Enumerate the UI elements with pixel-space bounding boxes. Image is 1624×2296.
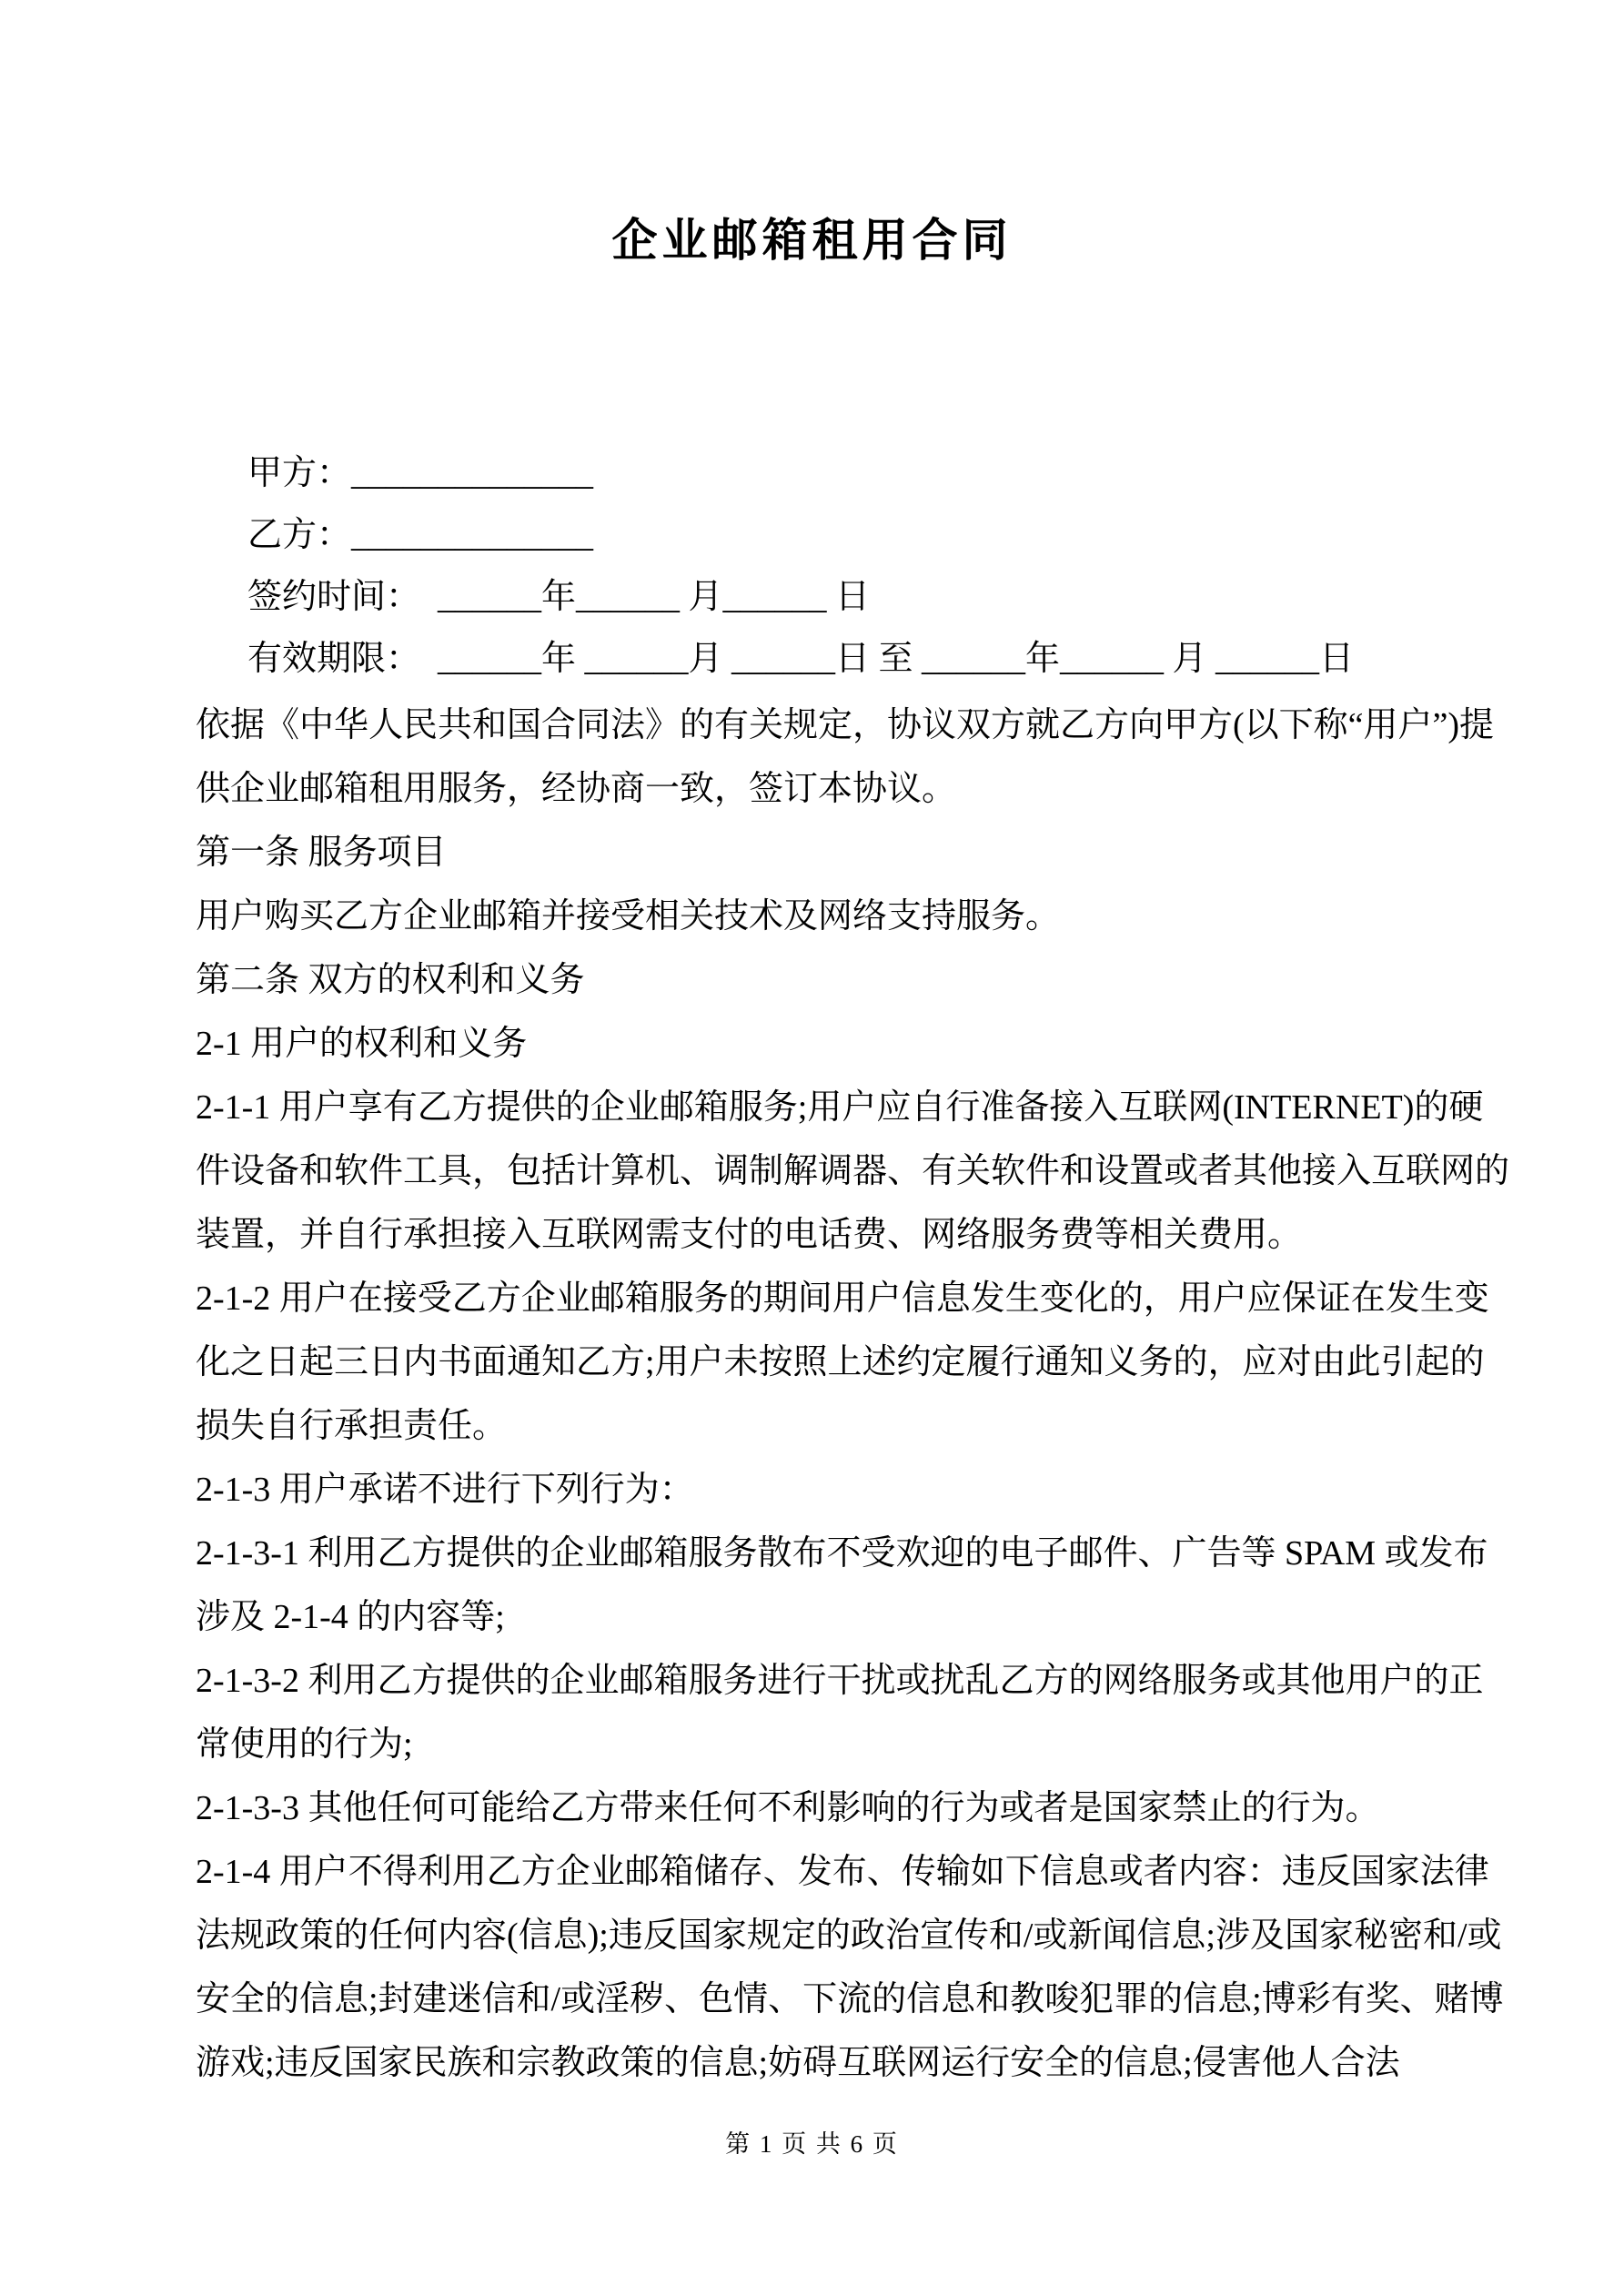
contract-body [196,693,1513,2095]
paragraph-preamble: 依据《中华人民共和国合同法》的有关规定，协议双方就乙方向甲方(以下称“用户”)提供企业邮箱租用服务，经协商一致，签订本协议。 [196,706,1495,808]
signing-date-label: 签约时间： [247,578,421,616]
party-a-label: 甲方： [247,454,352,492]
validity-period-label: 有效期限： [247,640,421,678]
paragraph-clause2-1-1: 2-1-1 用户享有乙方提供的企业邮箱服务;用户应自行准备接入互联网(INTERNET)的硬件设备和软件工具，包括计算机、调制解调器、有关软件和设置或者其他接入互联网的装置，并自行承担接入互联网需支付的电话费、网络服务费等相关费用。 [196,1088,1510,1254]
paragraph-clause2-1-3-2: 2-1-3-2 利用乙方提供的企业邮箱服务进行干扰或扰乱乙方的网络服务或其他用户的正常使用的行为; [196,1662,1484,1764]
validity-period-blanks: ______年 ______月 ______日 至 ______年______ 月 ______日 [420,640,1355,678]
paragraph-clause2-heading: 第二条 双方的权利和义务 [196,961,585,999]
party-a-field [196,380,1354,492]
party-a-blank: ______________ [351,454,594,492]
paragraph-clause1-heading: 第一条 服务项目 [196,834,447,872]
signing-date-blanks: ______年______ 月______ 日 [420,578,871,616]
paragraph-clause2-1-3-3: 2-1-3-3 其他任何可能给乙方带来任何不利影响的行为或者是国家禁止的行为。 [196,1789,1380,1827]
paragraph-clause2-1-2: 2-1-2 用户在接受乙方企业邮箱服务的期间用户信息发生变化的，用户应保证在发生变化之日起三日内书面通知乙方;用户未按照上述约定履行通知义务的，应对由此引起的损失自行承担责任。 [196,1279,1489,1445]
party-b-blank: ______________ [351,516,594,554]
paragraph-clause2-1-4: 2-1-4 用户不得利用乙方企业邮箱储存、发布、传输如下信息或者内容：违反国家法律法规政策的任何内容(信息);违反国家规定的政治宣传和/或新闻信息;涉及国家秘密和/或安全的信息;封建迷信和/或淫秽、色情、下流的信息和教唆犯罪的信息;博彩有奖、赌博游戏;违反国家民族和宗教政策的信息;妨碍互联网运行安全的信息;侵害他人合法 [196,1853,1504,2082]
contract-header-fields [196,380,1355,678]
page-footer: 第 1 页 共 6 页 [725,2130,899,2158]
paragraph-clause2-1-3: 2-1-3 用户承诺不进行下列行为： [196,1471,694,1509]
paragraph-clause2-1-3-1: 2-1-3-1 利用乙方提供的企业邮箱服务散布不受欢迎的电子邮件、广告等 SPAM 或发布涉及 2-1-4 的内容等; [196,1534,1488,1636]
party-b-label: 乙方： [247,516,352,554]
paragraph-clause2-1: 2-1 用户的权利和义务 [196,1025,528,1063]
document-title: 企业邮箱租用合同 [611,215,1013,266]
paragraph-clause1-text: 用户购买乙方企业邮箱并接受相关技术及网络支持服务。 [196,897,1061,936]
